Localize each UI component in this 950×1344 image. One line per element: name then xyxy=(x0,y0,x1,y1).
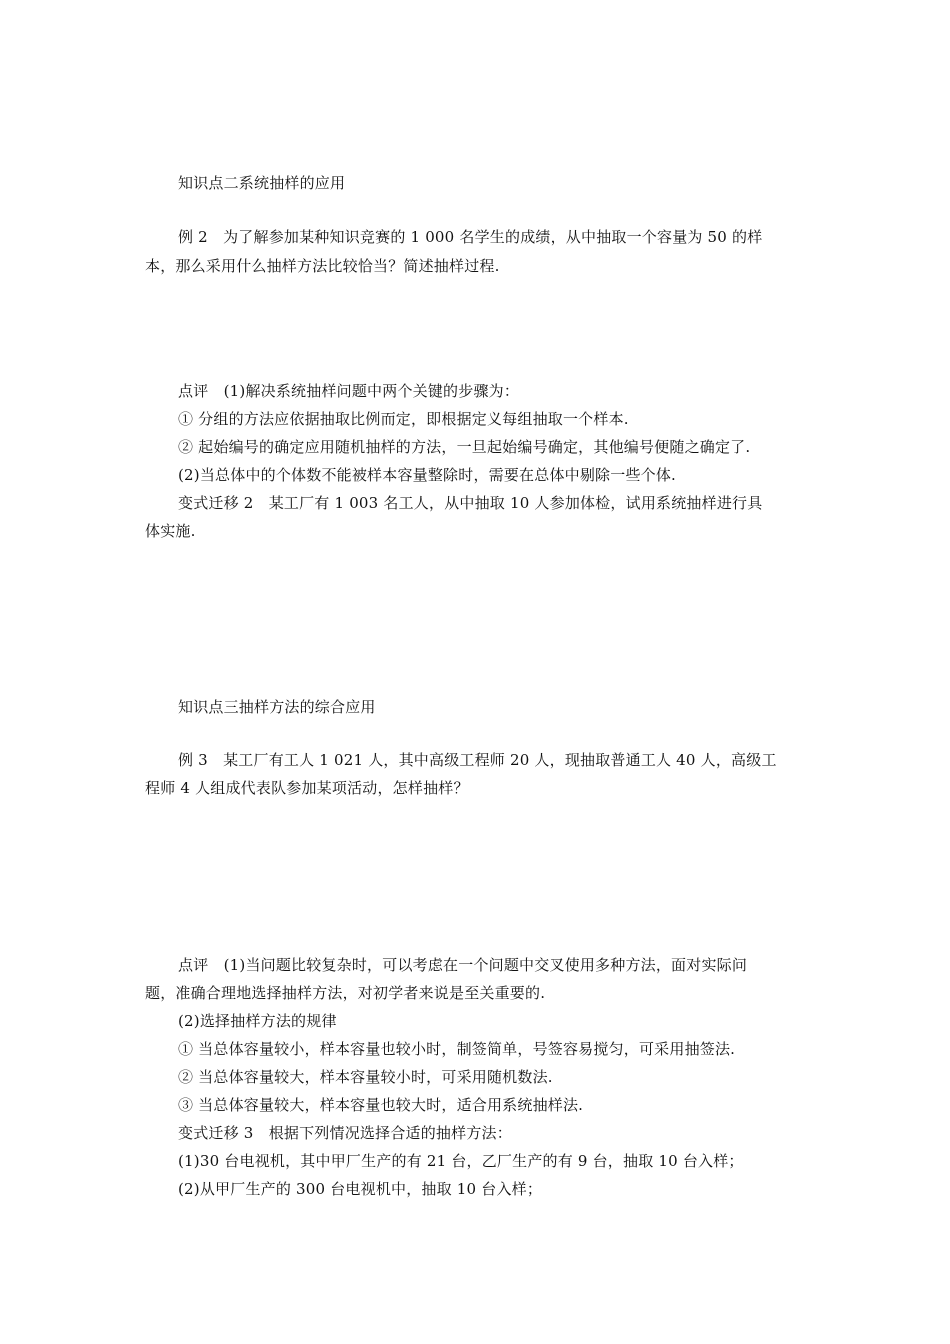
comment2-line1: 点评 (1)解决系统抽样问题中两个关键的步骤为： xyxy=(178,382,520,400)
section2-heading: 知识点二系统抽样的应用 xyxy=(178,174,346,192)
comment2-line4: (2)当总体中的个体数不能被样本容量整除时，需要在总体中剔除一些个体. xyxy=(178,466,677,484)
comment3-line1: 点评 (1)当问题比较复杂时，可以考虑在一个问题中交叉使用多种方法，面对实际问 xyxy=(178,956,748,974)
variant2-line1: 变式迁移 2 某工厂有 1 003 名工人，从中抽取 10 人参加体检，试用系统抽样进行具 xyxy=(178,494,763,512)
variant2-line2: 体实施. xyxy=(145,522,196,540)
variant3-line2: (1)30 台电视机，其中甲厂生产的有 21 台，乙厂生产的有 9 台，抽取 10 台入样； xyxy=(178,1152,744,1170)
section3-heading: 知识点三抽样方法的综合应用 xyxy=(178,698,376,716)
comment2-line2: ① 分组的方法应依据抽取比例而定，即根据定义每组抽取一个样本. xyxy=(178,410,629,428)
variant3-line3: (2)从甲厂生产的 300 台电视机中，抽取 10 台入样； xyxy=(178,1180,543,1198)
comment2-line3: ② 起始编号的确定应用随机抽样的方法，一旦起始编号确定，其他编号便随之确定了. xyxy=(178,438,751,456)
example2-line2: 本，那么采用什么抽样方法比较恰当？简述抽样过程. xyxy=(145,257,500,275)
comment3-line4: ① 当总体容量较小，样本容量也较小时，制签简单，号签容易搅匀，可采用抽签法. xyxy=(178,1040,736,1058)
comment3-line3: (2)选择抽样方法的规律 xyxy=(178,1012,337,1030)
example3-line1: 例 3 某工厂有工人 1 021 人，其中高级工程师 20 人，现抽取普通工人 40 人，高级工 xyxy=(178,751,777,769)
variant3-line1: 变式迁移 3 根据下列情况选择合适的抽样方法： xyxy=(178,1124,512,1142)
comment3-line6: ③ 当总体容量较大，样本容量也较大时，适合用系统抽样法. xyxy=(178,1096,584,1114)
comment3-line5: ② 当总体容量较大，样本容量较小时，可采用随机数法. xyxy=(178,1068,553,1086)
example2-line1: 例 2 为了解参加某种知识竞赛的 1 000 名学生的成绩，从中抽取一个容量为 50 的样 xyxy=(178,228,763,246)
comment3-line2: 题，准确合理地选择抽样方法，对初学者来说是至关重要的. xyxy=(145,984,546,1002)
example3-line2: 程师 4 人组成代表队参加某项活动，怎样抽样？ xyxy=(145,779,469,797)
